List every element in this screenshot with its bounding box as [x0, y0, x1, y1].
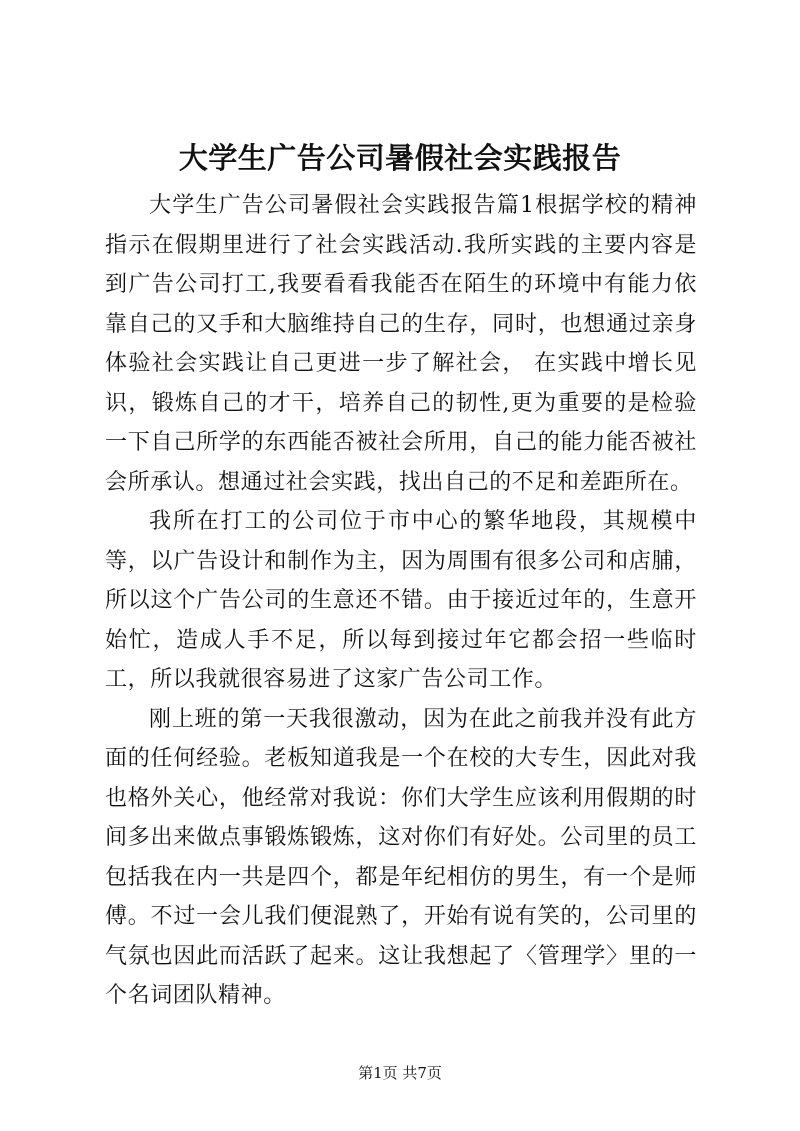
- document-title: 大学生广告公司暑假社会实践报告: [178, 141, 622, 175]
- paragraph-1: 大学生广告公司暑假社会实践报告篇1根据学校的精神指示在假期里进行了社会实践活动.我所实践的主要内容是到广告公司打工,我要看看我能否在陌生的环境中有能力依靠自己的又手和大脑维持自己的生存，同时，也想通过亲身体验社会实践让自己更进一步了解社会， 在实践中增长见识，锻炼自己的才干，培养自己的韧性,更为重要的是检验一下自己所学的东西能否被社会所用，自己的能力能否被社会所承认。想通过社会实践，找出自己的不足和差距所在。: [105, 193, 697, 495]
- document-body: [105, 186, 697, 1016]
- page-number-footer: 第1页 共7页: [358, 1064, 442, 1082]
- paragraph-2: 我所在打工的公司位于市中心的繁华地段，其规模中等，以广告设计和制作为主，因为周围有很多公司和店脯，所以这个广告公司的生意还不错。由于接近过年的，生意开始忙，造成人手不足，所以每到接过年它都会招一些临时工，所以我就很容易进了这家广告公司工作。: [105, 509, 697, 692]
- paragraph-3: 刚上班的第一天我很激动，因为在此之前我并没有此方面的任何经验。老板知道我是一个在校的大专生，因此对我也格外关心，他经常对我说：你们大学生应该利用假期的时间多出来做点事锻炼锻炼，这对你们有好处。公司里的员工包括我在内一共是四个，都是年纪相仿的男生，有一个是师傅。不过一会儿我们便混熟了，开始有说有笑的，公司里的气氛也因此而活跃了起来。这让我想起了〈管理学〉里的一个名词团队精神。: [105, 706, 697, 1008]
